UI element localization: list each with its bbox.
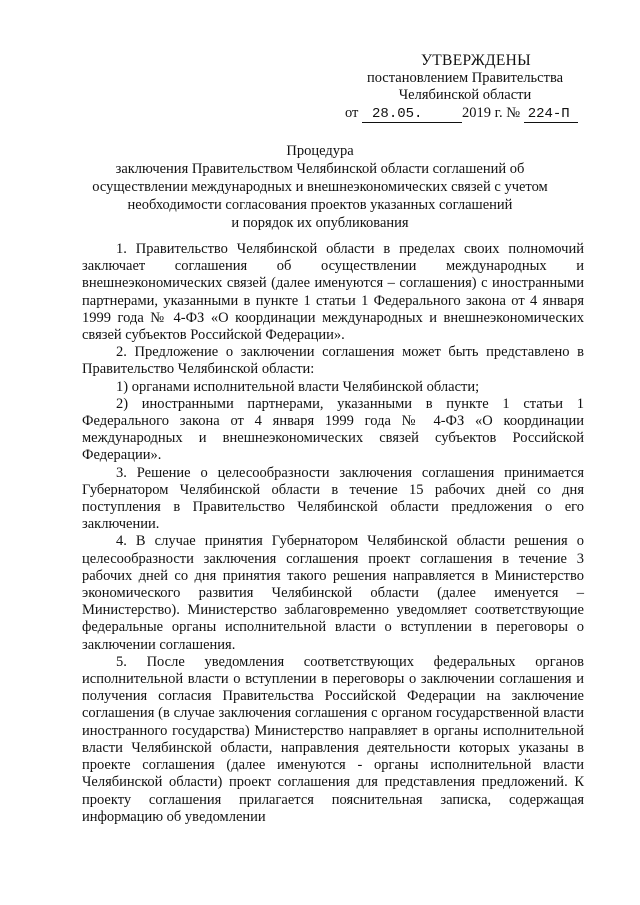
document-number: 224-П <box>524 107 578 123</box>
year-text: 2019 г. № <box>462 104 521 121</box>
date-prefix: от <box>345 104 359 121</box>
approval-line-1: постановлением Правительства <box>366 69 564 86</box>
paragraph-3: 1) органами исполнительной власти Челябинской области; <box>116 378 480 395</box>
approval-title: УТВЕРЖДЕНЫ <box>421 52 531 69</box>
heading-line-3: осуществлении международных и внешнеэкономических связей с учетом <box>92 179 548 195</box>
heading-line-5: и порядок их опубликования <box>231 215 409 231</box>
document-body <box>82 241 584 826</box>
heading-line-4: необходимости согласования проектов указанных соглашений <box>127 197 513 213</box>
paragraph-6: 4. В случае принятия Губернатором Челябинской области решения о целесообразности заключения соглашения проект соглашения в течение 3 рабочих дней со дня принятия такого решения направляется в Министерство экономического развития Челябинской области (далее именуется – Министерство). Министерство заблаговременно уведомляет соответствующие федеральные органы исполнительной власти о вступлении в переговоры о заключении соглашения. <box>82 533 584 653</box>
document-heading <box>60 142 580 232</box>
heading-line-2: заключения Правительством Челябинской области соглашений об <box>115 161 525 177</box>
approval-stamp <box>345 52 585 123</box>
approval-date-line <box>345 105 585 123</box>
heading-line-1: Процедура <box>286 143 354 159</box>
approval-line-2: Челябинской области <box>398 87 532 103</box>
paragraph-1: 1. Правительство Челябинской области в пределах своих полномочий заключает соглашения об осуществлении международных и внешнеэкономических связей (далее именуются – соглашения) с иностранными партнерами, указанными в пункте 1 статьи 1 Федерального закона от 4 января 1999 года № 4-ФЗ «О координации международных и внешнеэкономических связей субъектов Российской Федерации». <box>82 241 584 344</box>
paragraph-2: 2. Предложение о заключении соглашения может быть представлено в Правительство Челябинской области: <box>82 344 584 378</box>
paragraph-4: 2) иностранными партнерами, указанными в пункте 1 статьи 1 Федерального закона от 4 января 1999 года № 4-ФЗ «О координации международных и внешнеэкономических связей субъектов Российской Федерации». <box>82 395 584 464</box>
date-value: 28.05. <box>362 107 462 123</box>
paragraph-7: 5. После уведомления соответствующих федеральных органов исполнительной власти о вступлении в переговоры о заключении соглашения и получения согласия Правительства Российской Федерации на заключение соглашения (в случае заключения соглашения с органом государственной власти иностранного государства) Министерство направляет в органы исполнительной власти Челябинской области, направления деятельности которых указаны в проекте соглашения (далее именуются - органы исполнительной власти Челябинской области) проект соглашения для представления предложений. К проекту соглашения прилагается пояснительная записка, содержащая информацию об уведомлении <box>82 653 584 825</box>
paragraph-5: 3. Решение о целесообразности заключения соглашения принимается Губернатором Челябинской области в течение 15 рабочих дней со дня поступления в Правительство Челябинской области предложения о его заключении. <box>82 464 584 533</box>
